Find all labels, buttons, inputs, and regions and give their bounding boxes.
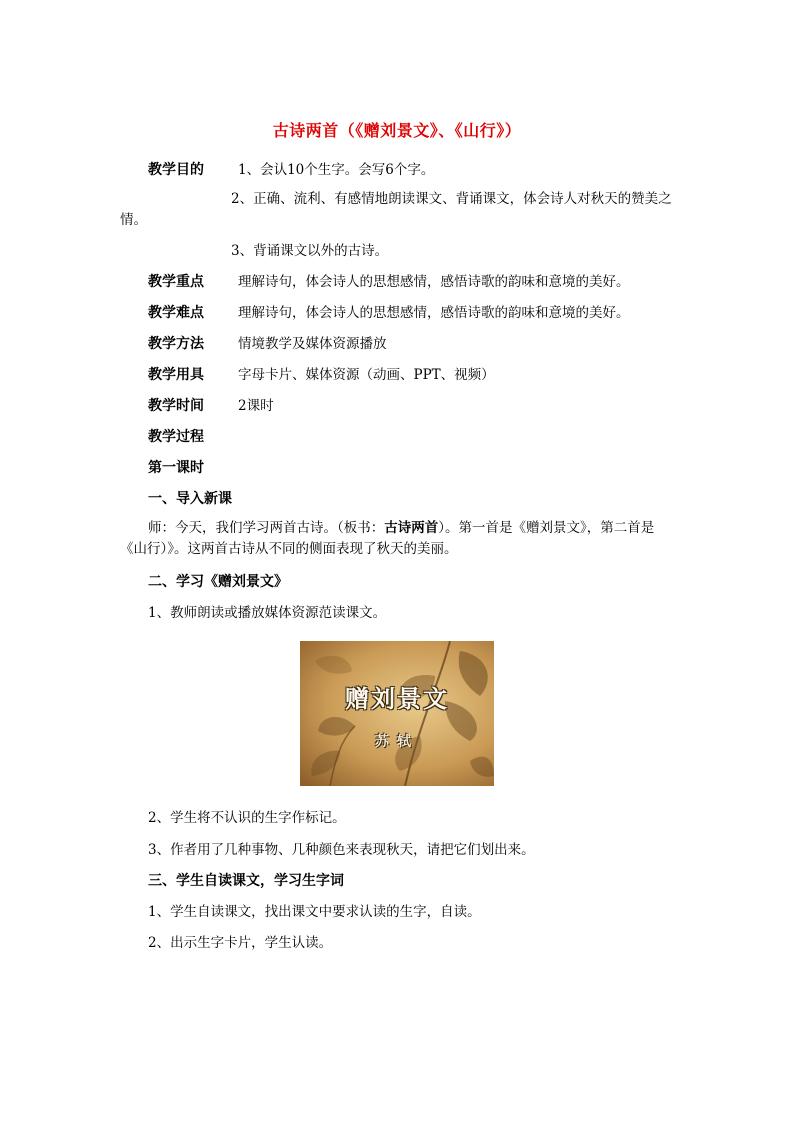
method-text: 情境教学及媒体资源播放 — [238, 336, 387, 352]
document-title: 古诗两首（《赠刘景文》、《山行》） — [272, 121, 522, 140]
method-label: 教学方法 — [148, 336, 204, 352]
difficulty-label: 教学难点 — [148, 305, 204, 321]
intro-board-text: 古诗两首 — [384, 520, 439, 536]
goal-3: 3、背诵课文以外的古诗。 — [231, 243, 389, 259]
tools-text: 字母卡片、媒体资源（动画、PPT、视频） — [238, 367, 495, 383]
time-label: 教学时间 — [148, 398, 204, 414]
section-intro-heading: 一、导入新课 — [148, 491, 232, 507]
video-still-author: 苏轼 — [375, 734, 419, 750]
intro-text-c: ）。第一首是《赠刘景文》，第二首是《山行）》。这两首古诗从不同的侧面表现了秋天的美丽。 — [120, 520, 655, 557]
process-label: 教学过程 — [148, 429, 204, 445]
goals-label: 教学目的 — [148, 162, 204, 178]
tools-label: 教学用具 — [148, 367, 204, 383]
study-step-3: 3、作者用了几种事物、几种颜色来表现秋天，请把它们划出来。 — [148, 842, 535, 858]
section-self-read-heading: 三、学生自读课文，学习生字词 — [148, 873, 344, 889]
goal-1: 1、会认10个生字。会写6个字。 — [238, 162, 435, 178]
self-read-step-2: 2、出示生字卡片，学生认读。 — [148, 935, 333, 951]
self-read-step-1: 1、学生自读课文，找出课文中要求认读的生字，自读。 — [148, 904, 481, 920]
intro-text-a: 师：今天，我们学习两首古诗。（板书： — [148, 520, 385, 536]
key-points-label: 教学重点 — [148, 274, 204, 290]
study-step-1: 1、教师朗读或播放媒体资源范读课文。 — [148, 605, 387, 621]
intro-paragraph — [120, 518, 675, 560]
section-study-poem-heading: 二、学习《赠刘景文》 — [148, 574, 288, 590]
goal-2: 2、正确、流利、有感情地朗读课文、背诵课文，体会诗人对秋天的赞美之情。 — [120, 191, 672, 228]
difficulty-text: 理解诗句，体会诗人的思想感情，感悟诗歌的韵味和意境的美好。 — [238, 305, 630, 321]
key-points-text: 理解诗句，体会诗人的思想感情，感悟诗歌的韵味和意境的美好。 — [238, 274, 630, 290]
video-still-title: 赠刘景文 — [345, 684, 449, 713]
study-step-2: 2、学生将不认识的生字作标记。 — [148, 810, 346, 826]
poem-video-still — [300, 641, 494, 786]
time-text: 2课时 — [238, 398, 274, 414]
lesson-one-heading: 第一课时 — [148, 460, 204, 476]
